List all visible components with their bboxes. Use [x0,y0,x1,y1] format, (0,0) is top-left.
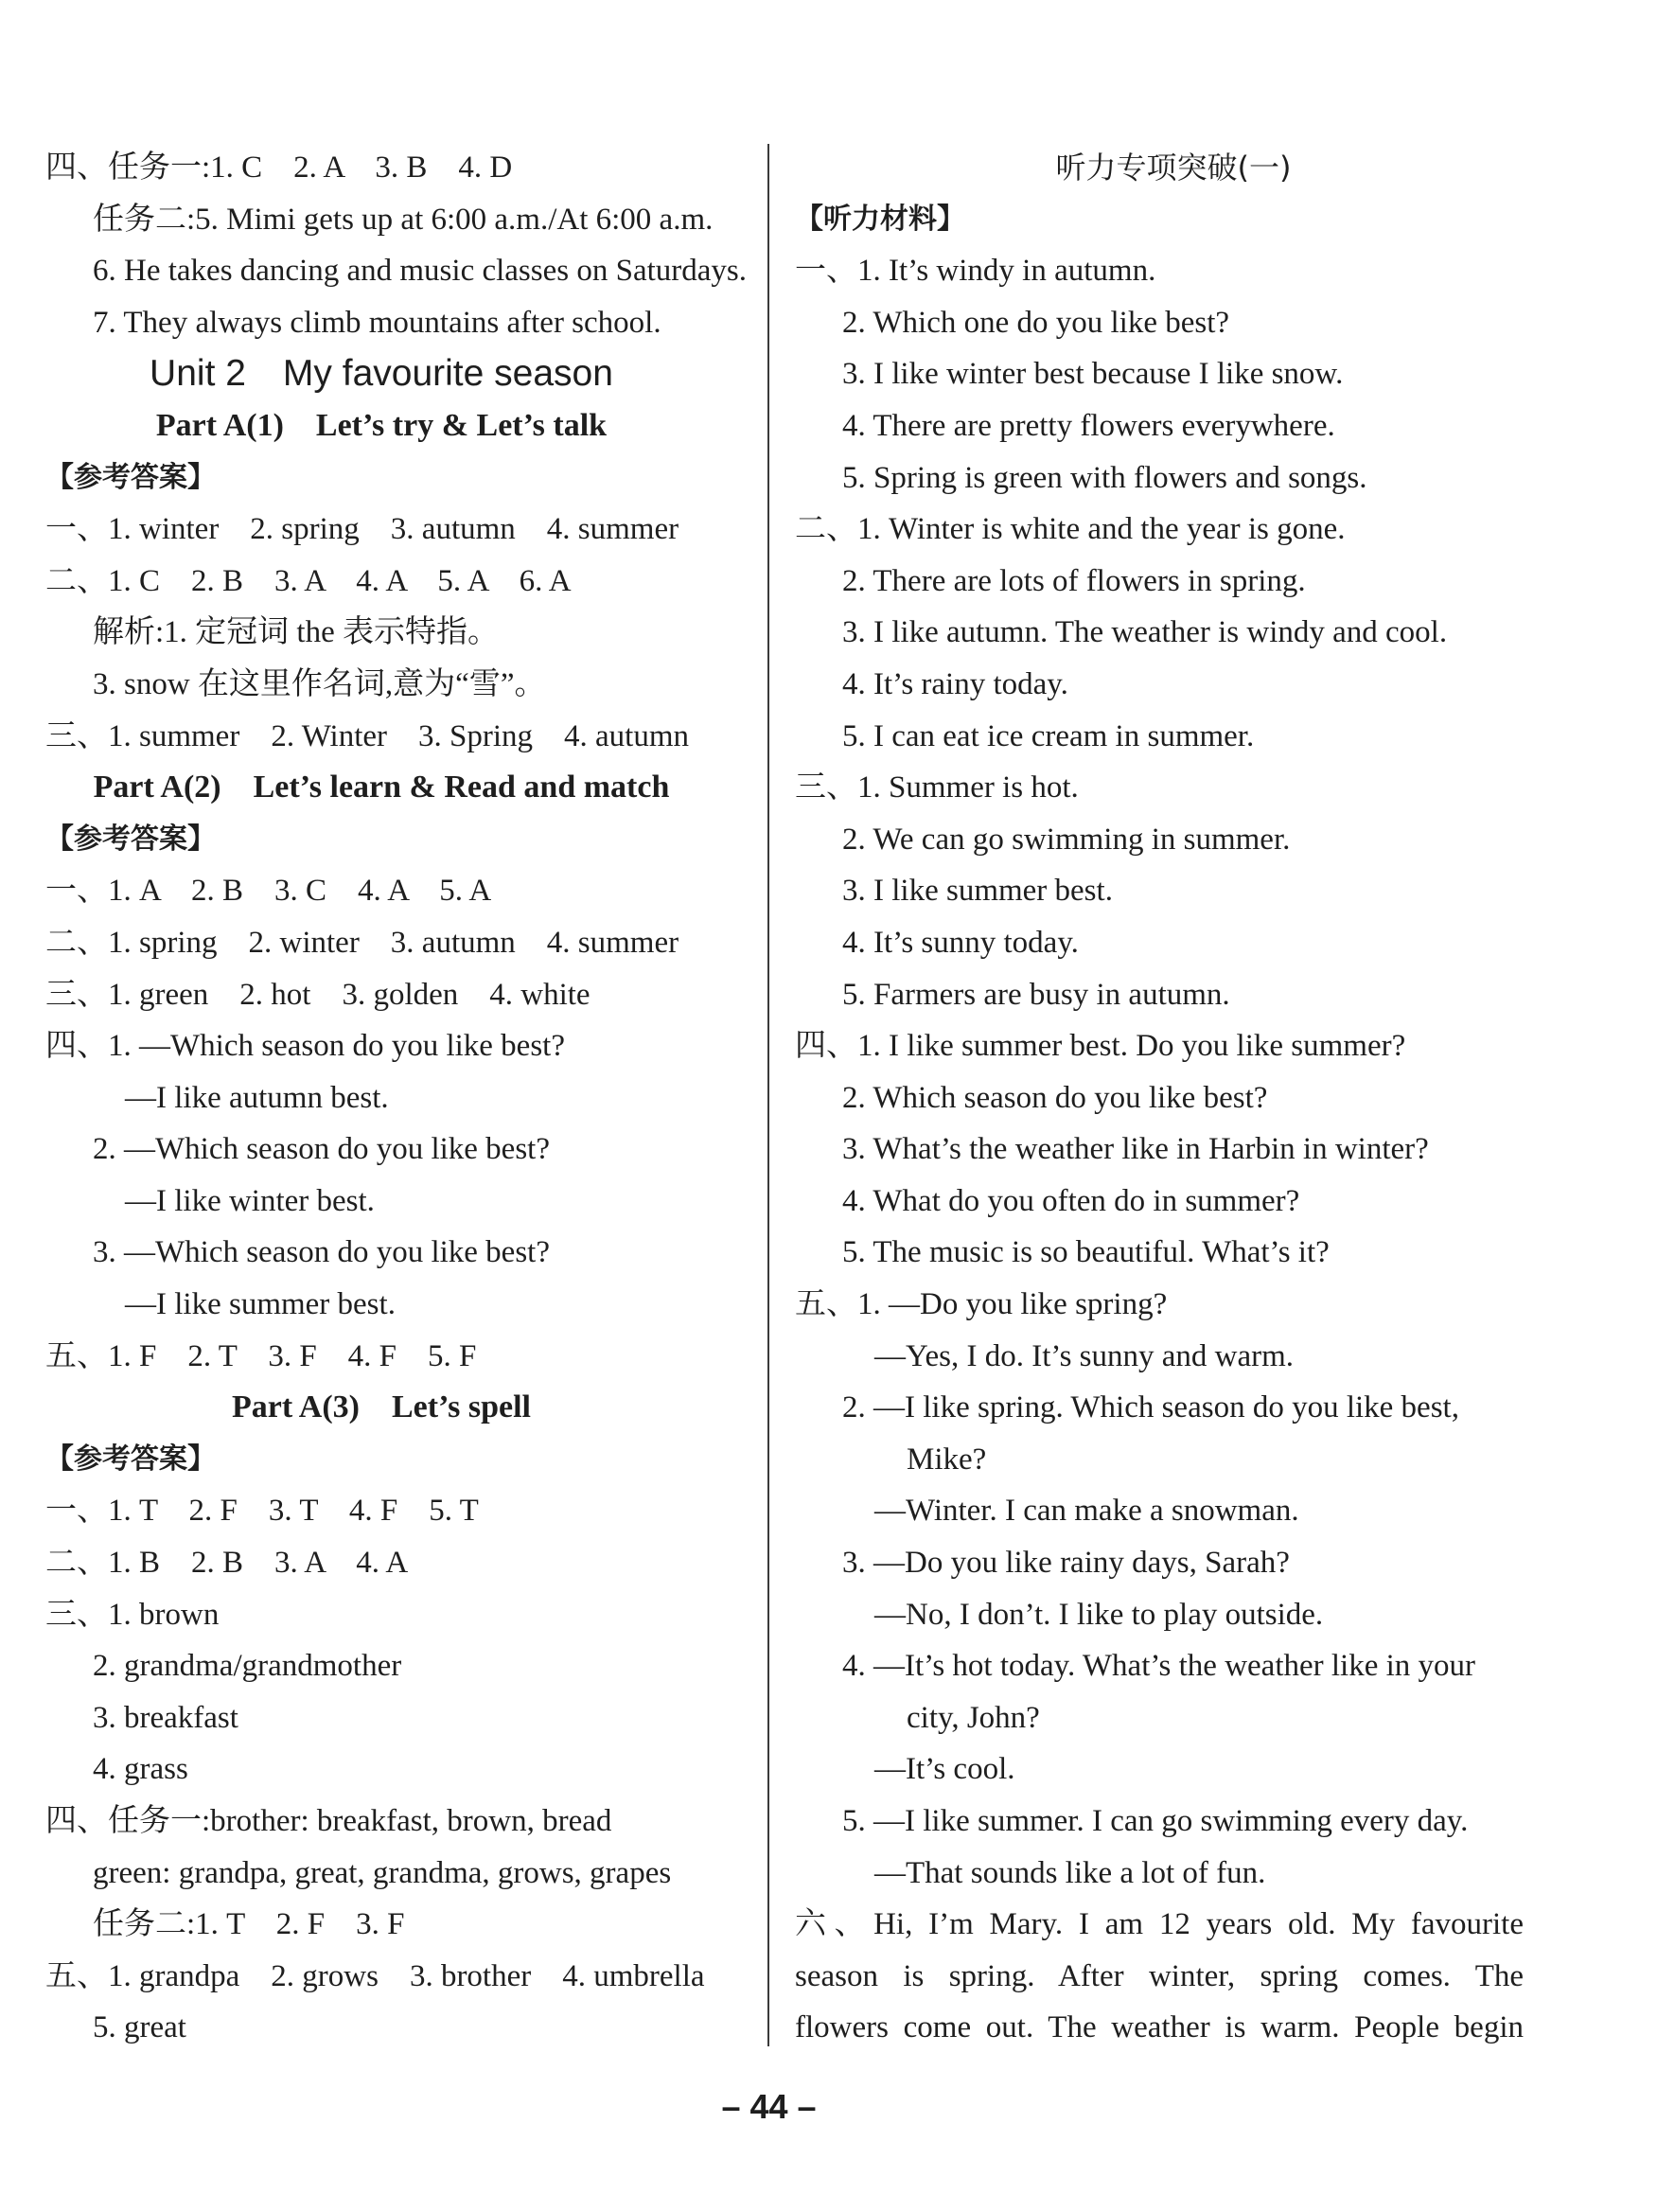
text-line: 3. snow 在这里作名词,意为“雪”。 [93,666,546,701]
text-line: 5. I can eat ice cream in summer. [842,718,1255,753]
text-line: 2. Which season do you like best? [842,1080,1268,1115]
unit-title: Unit 2 My favourite season [150,353,613,395]
text-line: 4. It’s rainy today. [842,666,1068,701]
text-line: 五、1. —Do you like spring? [795,1287,1168,1322]
text-line: 2. We can go swimming in summer. [842,822,1291,857]
text-line: 2. Which one do you like best? [842,305,1230,340]
text-line: season is spring. After winter, spring comes. The [795,1958,1524,1993]
text-line: city, John? [907,1700,1040,1735]
left-column [45,142,746,2054]
text-line: 四、1. I like summer best. Do you like summer? [795,1029,1406,1064]
text-line: green: grandpa, great, grandma, grows, grapes [93,1855,672,1890]
text-line: 3. —Do you like rainy days, Sarah? [842,1546,1290,1581]
text-line: —It’s cool. [874,1752,1015,1787]
text-line: —I like winter best. [125,1183,375,1218]
text-line: 5. Spring is green with flowers and songs. [842,460,1367,495]
text-line: —No, I don’t. I like to play outside. [874,1597,1324,1632]
text-line: —I like autumn best. [125,1080,389,1115]
text-line: 三、1. summer 2. Winter 3. Spring 4. autumn [45,718,690,753]
page-number: – 44 – [721,2087,817,2126]
text-line: 四、任务一:1. C 2. A 3. B 4. D [45,150,513,185]
text-line: 3. breakfast [93,1700,238,1735]
text-line: 四、任务一:brother: breakfast, brown, bread [45,1804,612,1838]
text-line: 5. great [93,2010,186,2045]
text-line: Mike? [907,1442,987,1477]
text-line: flowers come out. The weather is warm. People begin [795,2010,1524,2045]
part-title: Part A(3) Let’s spell [231,1389,531,1425]
text-line: 3. I like summer best. [842,874,1113,909]
text-line: 4. —It’s hot today. What’s the weather like in your [842,1649,1476,1684]
text-line: 一、1. T 2. F 3. T 4. F 5. T [45,1494,479,1529]
text-line: 五、1. F 2. T 3. F 4. F 5. F [45,1338,477,1373]
text-line: 4. There are pretty flowers everywhere. [842,408,1335,443]
text-line: 四、1. —Which season do you like best? [45,1029,565,1064]
text-line: 4. What do you often do in summer? [842,1183,1300,1218]
part-title: Part A(2) Let’s learn & Read and match [93,770,670,805]
text-line: 任务二:5. Mimi gets up at 6:00 a.m./At 6:00 a.m. [93,202,714,237]
text-line: 三、1. green 2. hot 3. golden 4. white [45,977,591,1012]
section-label: 【听力材料】 [795,202,965,236]
text-line: 5. Farmers are busy in autumn. [842,977,1230,1012]
section-heading: 听力专项突破(一) [1055,150,1292,186]
text-line: 5. The music is so beautiful. What’s it? [842,1235,1330,1270]
text-line: 六、Hi, I’m Mary. I am 12 years old. My favourite [795,1907,1524,1942]
text-line: —Yes, I do. It’s sunny and warm. [874,1338,1295,1373]
text-line: 五、1. grandpa 2. grows 3. brother 4. umbrella [45,1958,705,1993]
section-label: 【参考答案】 [45,460,216,494]
section-label: 【参考答案】 [45,1442,216,1476]
text-line: 4. It’s sunny today. [842,925,1079,960]
text-line: 任务二:1. T 2. F 3. F [93,1907,405,1942]
text-line: 6. He takes dancing and music classes on Saturdays. [93,254,748,289]
text-line: 2. grandma/grandmother [93,1649,402,1684]
text-line: 5. —I like summer. I can go swimming every day. [842,1804,1469,1838]
text-line: —Winter. I can make a snowman. [874,1494,1299,1529]
part-title: Part A(1) Let’s try & Let’s talk [155,407,608,443]
text-line: 4. grass [93,1752,188,1787]
column-divider [767,144,769,2046]
text-line: 三、1. brown [45,1597,220,1632]
text-line: 3. I like winter best because I like snow. [842,357,1344,392]
text-line: 二、1. Winter is white and the year is gone. [795,512,1346,547]
text-line: 解析:1. 定冠词 the 表示特指。 [93,615,499,650]
text-line: 一、1. It’s windy in autumn. [795,254,1156,289]
text-line: 二、1. B 2. B 3. A 4. A [45,1546,409,1581]
text-line: 2. —Which season do you like best? [93,1132,550,1167]
text-line: 三、1. Summer is hot. [795,770,1079,805]
text-line: —That sounds like a lot of fun. [874,1855,1266,1890]
text-line: 一、1. winter 2. spring 3. autumn 4. summer [45,512,679,547]
text-line: 二、1. C 2. B 3. A 4. A 5. A 6. A [45,563,572,598]
section-label: 【参考答案】 [45,822,216,856]
text-line: 3. What’s the weather like in Harbin in winter? [842,1132,1429,1167]
text-line: 一、1. A 2. B 3. C 4. A 5. A [45,874,492,909]
text-line: 7. They always climb mountains after school. [93,305,661,340]
text-line: 二、1. spring 2. winter 3. autumn 4. summer [45,925,679,960]
text-line: 2. There are lots of flowers in spring. [842,563,1306,598]
text-line: —I like summer best. [125,1287,396,1322]
text-line: 3. —Which season do you like best? [93,1235,550,1270]
right-column [795,142,1524,2054]
text-line: 3. I like autumn. The weather is windy and cool. [842,615,1448,650]
text-line: 2. —I like spring. Which season do you like best, [842,1390,1459,1425]
